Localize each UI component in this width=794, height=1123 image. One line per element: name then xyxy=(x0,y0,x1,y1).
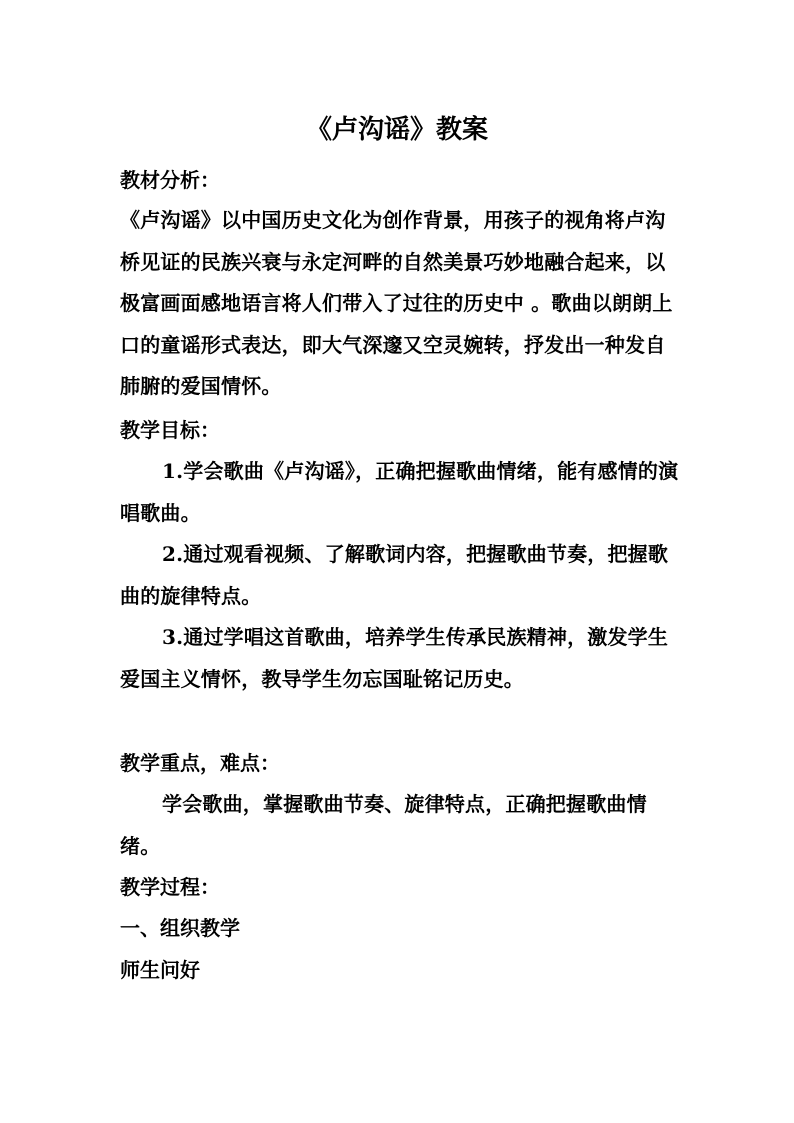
analysis-paragraph: 《卢沟谣》以中国历史文化为创作背景，用孩子的视角将卢沟桥见证的民族兴衰与永定河畔的自然美景巧妙地融合起来，以极富画面感地语言将人们带入了过往的历史中 。歌曲以朗朗上口的童谣形式表达，即大气深邃又空灵婉转，抒发出一种发自肺腑的爱国情怀。 xyxy=(120,208,673,398)
objectives-list xyxy=(120,451,680,700)
document-title: 《卢沟谣》教案 xyxy=(305,115,488,145)
keypoints-paragraph: 学会歌曲，掌握歌曲节奏、旋律特点，正确把握歌曲情绪。 xyxy=(120,792,647,858)
section-heading-process: 教学过程： xyxy=(120,875,220,899)
section-heading-keypoints: 教学重点，难点： xyxy=(120,751,280,775)
objective-item: 2.通过观看视频、了解歌词内容，把握歌曲节奏，把握歌曲的旋律特点。 xyxy=(120,542,669,608)
process-step-greeting: 师生问好 xyxy=(120,958,200,982)
section-heading-objectives: 教学目标： xyxy=(120,418,220,442)
objective-item: 1.学会歌曲《卢沟谣》，正确把握歌曲情绪，能有感情的演唱歌曲。 xyxy=(120,459,679,525)
keypoints-paragraph-block xyxy=(120,784,680,867)
process-step-organize: 一、组织教学 xyxy=(120,916,240,940)
objective-item: 3.通过学唱这首歌曲，培养学生传承民族精神，激发学生爱国主义情怀，教导学生勿忘国耻铭记历史。 xyxy=(120,625,669,691)
analysis-paragraph-block xyxy=(120,200,680,408)
section-heading-analysis: 教材分析： xyxy=(120,168,220,192)
